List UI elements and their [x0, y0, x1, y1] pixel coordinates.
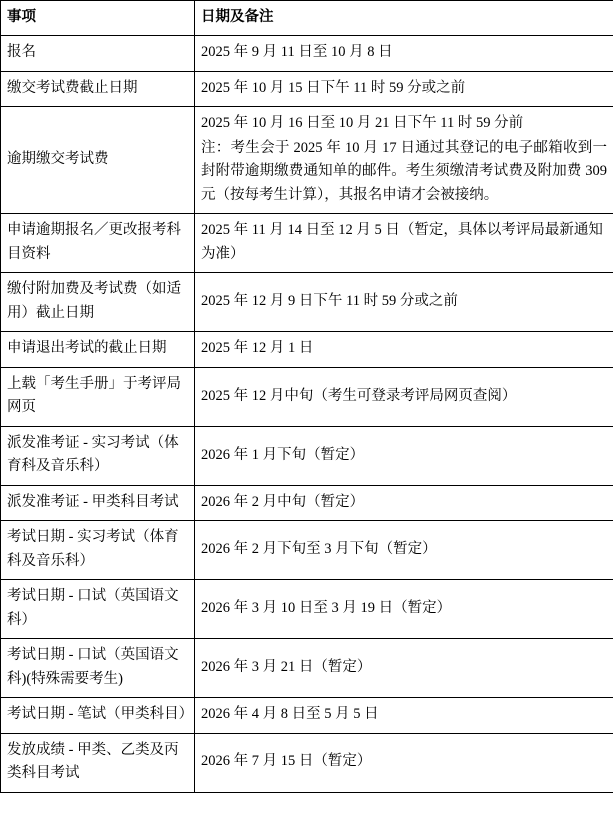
- column-header-date-remarks: 日期及备注: [195, 1, 613, 36]
- detail-line: 2026 年 2 月中旬（暂定）: [201, 493, 365, 510]
- detail-line: 2025 年 11 月 14 日至 12 月 5 日（暂定，具体以考评局最新通知为准）: [201, 222, 603, 262]
- cell-item: 考试日期 - 实习考试（体育科及音乐科）: [1, 521, 195, 580]
- table-row: [1, 214, 613, 273]
- cell-item: 上载「考生手册」于考评局网页: [1, 367, 195, 426]
- table-row: [1, 521, 613, 580]
- detail-line: 2025 年 9 月 11 日至 10 月 8 日: [201, 44, 393, 61]
- cell-item: 申请退出考试的截止日期: [1, 332, 195, 367]
- table-row: [1, 36, 613, 71]
- cell-item: 派发准考证 - 实习考试（体育科及音乐科）: [1, 426, 195, 485]
- cell-date-remarks: [195, 698, 613, 733]
- table-row: [1, 639, 613, 698]
- detail-line: 2025 年 12 月 1 日: [201, 340, 314, 357]
- detail-line: 2026 年 2 月下旬至 3 月下旬（暂定）: [201, 540, 437, 557]
- table-row: [1, 698, 613, 733]
- detail-line: 2026 年 3 月 10 日至 3 月 19 日（暂定）: [201, 599, 452, 616]
- table-row: [1, 107, 613, 214]
- cell-date-remarks: [195, 485, 613, 520]
- column-header-item: 事项: [1, 1, 195, 36]
- cell-item: 派发准考证 - 甲类科目考试: [1, 485, 195, 520]
- cell-date-remarks: [195, 36, 613, 71]
- cell-item: 报名: [1, 36, 195, 71]
- detail-line: 2025 年 10 月 16 日至 10 月 21 日下午 11 时 59 分前: [201, 115, 524, 132]
- cell-date-remarks: [195, 426, 613, 485]
- cell-item: 逾期缴交考试费: [1, 107, 195, 214]
- detail-line: 2026 年 7 月 15 日（暂定）: [201, 753, 372, 770]
- table-row: [1, 485, 613, 520]
- table-header-row: [1, 1, 613, 36]
- cell-item: 发放成绩 - 甲类、乙类及丙类科目考试: [1, 733, 195, 792]
- table-row: [1, 426, 613, 485]
- cell-date-remarks: [195, 273, 613, 332]
- table-row: [1, 733, 613, 792]
- detail-line: 2025 年 12 月中旬（考生可登录考评局网页查阅）: [201, 387, 517, 404]
- cell-date-remarks: [195, 521, 613, 580]
- cell-item: 缴交考试费截止日期: [1, 71, 195, 106]
- cell-date-remarks: [195, 71, 613, 106]
- table-row: [1, 71, 613, 106]
- cell-item: 考试日期 - 口试（英国语文科）: [1, 580, 195, 639]
- cell-item: 考试日期 - 口试（英国语文科)(特殊需要考生): [1, 639, 195, 698]
- detail-line: 2026 年 3 月 21 日（暂定）: [201, 658, 372, 675]
- cell-date-remarks: [195, 733, 613, 792]
- cell-date-remarks: [195, 107, 613, 214]
- cell-date-remarks: [195, 214, 613, 273]
- detail-note: 注：考生会于 2025 年 10 月 17 日通过其登记的电子邮箱收到一封附带逾期缴费通知单的邮件。考生须缴清考试费及附加费 309 元（按每考生计算），其报名申请才会被接纳。: [201, 139, 607, 203]
- detail-line: 2025 年 12 月 9 日下午 11 时 59 分或之前: [201, 293, 458, 310]
- detail-line: 2026 年 4 月 8 日至 5 月 5 日: [201, 706, 379, 723]
- table-row: [1, 273, 613, 332]
- cell-item: 缴付附加费及考试费（如适用）截止日期: [1, 273, 195, 332]
- table-row: [1, 367, 613, 426]
- cell-item: 考试日期 - 笔试（甲类科目）: [1, 698, 195, 733]
- table-row: [1, 580, 613, 639]
- cell-date-remarks: [195, 332, 613, 367]
- detail-line: 2025 年 10 月 15 日下午 11 时 59 分或之前: [201, 79, 466, 96]
- table-row: [1, 332, 613, 367]
- cell-date-remarks: [195, 580, 613, 639]
- cell-item: 申请逾期报名／更改报考科目资料: [1, 214, 195, 273]
- detail-line: 2026 年 1 月下旬（暂定）: [201, 446, 365, 463]
- cell-date-remarks: [195, 639, 613, 698]
- cell-date-remarks: [195, 367, 613, 426]
- table-body: [1, 36, 613, 792]
